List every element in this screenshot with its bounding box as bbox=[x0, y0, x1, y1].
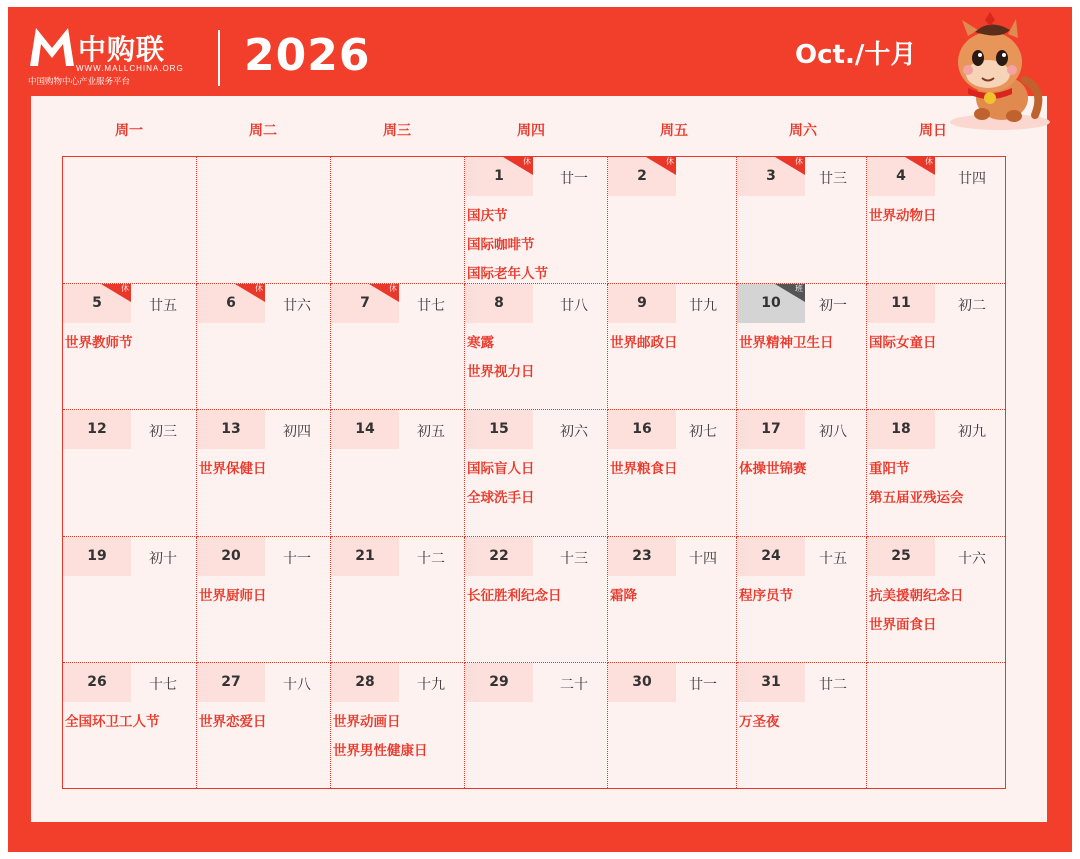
lunar-date: 廿三 bbox=[819, 171, 847, 187]
month-title: Oct./十月 bbox=[795, 40, 917, 70]
event-label: 程序员节 bbox=[739, 588, 793, 604]
header-divider bbox=[218, 30, 220, 86]
day-number: 30 bbox=[632, 674, 652, 690]
lunar-date: 廿七 bbox=[417, 298, 445, 314]
event-label: 全国环卫工人节 bbox=[65, 714, 160, 730]
day-number: 18 bbox=[891, 421, 911, 437]
ribbon-label: 休 bbox=[925, 157, 933, 166]
event-label: 霜降 bbox=[610, 588, 637, 604]
date-box bbox=[867, 410, 935, 449]
event-label: 世界精神卫生日 bbox=[739, 335, 834, 351]
day-cell[interactable] bbox=[63, 663, 197, 788]
day-number: 10 bbox=[761, 295, 781, 311]
day-number: 4 bbox=[896, 168, 906, 184]
date-box bbox=[608, 537, 676, 576]
calendar-grid bbox=[62, 156, 1006, 789]
event-list bbox=[869, 582, 964, 640]
date-box bbox=[465, 157, 533, 196]
day-number: 3 bbox=[766, 168, 776, 184]
day-cell[interactable] bbox=[608, 410, 737, 537]
date-box bbox=[737, 157, 805, 196]
date-box bbox=[608, 157, 676, 196]
date-box bbox=[63, 284, 131, 323]
day-cell[interactable] bbox=[197, 537, 331, 663]
lunar-date: 初二 bbox=[958, 298, 986, 314]
event-label: 世界厨师日 bbox=[199, 588, 267, 604]
day-number: 2 bbox=[637, 168, 647, 184]
lunar-date: 十四 bbox=[689, 551, 717, 567]
day-number: 5 bbox=[92, 295, 102, 311]
lunar-date: 十六 bbox=[958, 551, 986, 567]
day-cell[interactable] bbox=[737, 410, 867, 537]
ribbon-label: 班 bbox=[795, 284, 803, 293]
day-number: 19 bbox=[87, 548, 107, 564]
event-label: 世界保健日 bbox=[199, 461, 267, 477]
day-number: 28 bbox=[355, 674, 375, 690]
brand-logo bbox=[28, 22, 198, 87]
horse-mascot-icon bbox=[930, 10, 1055, 135]
day-cell[interactable] bbox=[737, 663, 867, 788]
event-label: 国际老年人节 bbox=[467, 266, 548, 282]
day-cell[interactable] bbox=[63, 410, 197, 537]
event-label: 寒露 bbox=[467, 335, 494, 351]
weekday-label: 周三 bbox=[383, 123, 411, 139]
lunar-date: 初四 bbox=[283, 424, 311, 440]
day-number: 8 bbox=[494, 295, 504, 311]
event-list bbox=[739, 582, 793, 611]
lunar-date: 廿一 bbox=[689, 677, 717, 693]
date-box bbox=[331, 284, 399, 323]
day-cell[interactable] bbox=[197, 157, 331, 284]
day-cell[interactable] bbox=[331, 157, 465, 284]
event-label: 国际咖啡节 bbox=[467, 237, 535, 253]
event-label: 世界邮政日 bbox=[610, 335, 678, 351]
day-number: 31 bbox=[761, 674, 781, 690]
day-number: 22 bbox=[489, 548, 509, 564]
m-logo-icon bbox=[28, 24, 76, 68]
day-number: 7 bbox=[360, 295, 370, 311]
ribbon-label: 休 bbox=[666, 157, 674, 166]
event-label: 世界面食日 bbox=[869, 617, 937, 633]
lunar-date: 廿九 bbox=[689, 298, 717, 314]
date-box bbox=[63, 410, 131, 449]
event-list bbox=[610, 455, 678, 484]
date-box bbox=[465, 663, 533, 702]
day-number: 14 bbox=[355, 421, 375, 437]
event-list bbox=[610, 329, 678, 358]
day-cell[interactable] bbox=[867, 410, 1005, 537]
date-box bbox=[197, 410, 265, 449]
day-cell[interactable] bbox=[867, 157, 1005, 284]
day-number: 15 bbox=[489, 421, 509, 437]
day-number: 17 bbox=[761, 421, 781, 437]
lunar-date: 廿一 bbox=[560, 171, 588, 187]
weekday-label: 周四 bbox=[517, 123, 545, 139]
lunar-date: 十五 bbox=[819, 551, 847, 567]
event-list bbox=[869, 455, 964, 513]
lunar-date: 十一 bbox=[283, 551, 311, 567]
day-cell[interactable] bbox=[197, 284, 331, 410]
day-cell[interactable] bbox=[465, 284, 608, 410]
event-list bbox=[467, 202, 548, 289]
lunar-date: 初十 bbox=[149, 551, 177, 567]
date-box bbox=[197, 537, 265, 576]
day-number: 27 bbox=[221, 674, 241, 690]
date-box bbox=[867, 537, 935, 576]
date-box bbox=[465, 284, 533, 323]
day-number: 11 bbox=[891, 295, 911, 311]
event-label: 世界教师节 bbox=[65, 335, 133, 351]
event-list bbox=[467, 455, 535, 513]
date-box bbox=[465, 537, 533, 576]
date-box bbox=[63, 663, 131, 702]
weekday-label: 周日 bbox=[919, 123, 947, 139]
brand-tagline: 中国购物中心产业服务平台 bbox=[28, 77, 131, 87]
lunar-date: 初八 bbox=[819, 424, 847, 440]
event-label: 国庆节 bbox=[467, 208, 508, 224]
day-cell[interactable] bbox=[331, 410, 465, 537]
day-cell[interactable] bbox=[867, 284, 1005, 410]
event-list bbox=[65, 329, 133, 358]
lunar-date: 初六 bbox=[560, 424, 588, 440]
day-cell[interactable] bbox=[63, 537, 197, 663]
event-label: 抗美援朝纪念日 bbox=[869, 588, 964, 604]
day-cell[interactable] bbox=[608, 284, 737, 410]
lunar-date: 廿八 bbox=[560, 298, 588, 314]
day-number: 21 bbox=[355, 548, 375, 564]
event-list bbox=[869, 202, 937, 231]
lunar-date: 二十 bbox=[560, 677, 588, 693]
lunar-date: 初三 bbox=[149, 424, 177, 440]
date-box bbox=[737, 537, 805, 576]
event-label: 世界动物日 bbox=[869, 208, 937, 224]
day-cell[interactable] bbox=[608, 537, 737, 663]
date-box bbox=[867, 157, 935, 196]
day-cell[interactable] bbox=[737, 284, 867, 410]
date-box bbox=[608, 410, 676, 449]
date-box bbox=[737, 284, 805, 323]
day-number: 25 bbox=[891, 548, 911, 564]
day-number: 24 bbox=[761, 548, 781, 564]
lunar-date: 初九 bbox=[958, 424, 986, 440]
day-cell[interactable] bbox=[737, 537, 867, 663]
lunar-date: 十九 bbox=[417, 677, 445, 693]
ribbon-label: 休 bbox=[795, 157, 803, 166]
day-cell[interactable] bbox=[197, 410, 331, 537]
day-number: 29 bbox=[489, 674, 509, 690]
event-list bbox=[739, 455, 807, 484]
day-cell[interactable] bbox=[465, 663, 608, 788]
event-label: 长征胜利纪念日 bbox=[467, 588, 562, 604]
day-number: 26 bbox=[87, 674, 107, 690]
day-cell[interactable] bbox=[331, 663, 465, 788]
lunar-date: 廿四 bbox=[958, 171, 986, 187]
date-box bbox=[737, 410, 805, 449]
event-list bbox=[199, 582, 267, 611]
event-list bbox=[199, 708, 267, 737]
date-box bbox=[331, 537, 399, 576]
lunar-date: 十三 bbox=[560, 551, 588, 567]
date-box bbox=[197, 663, 265, 702]
event-label: 世界粮食日 bbox=[610, 461, 678, 477]
brand-name: 中购联 bbox=[78, 33, 166, 66]
lunar-date: 初五 bbox=[417, 424, 445, 440]
date-box bbox=[737, 663, 805, 702]
event-list bbox=[467, 582, 562, 611]
lunar-date: 初一 bbox=[819, 298, 847, 314]
event-label: 国际女童日 bbox=[869, 335, 937, 351]
weekday-label: 周六 bbox=[789, 123, 817, 139]
lunar-date: 十七 bbox=[149, 677, 177, 693]
day-cell[interactable] bbox=[331, 537, 465, 663]
event-list bbox=[333, 708, 428, 766]
event-list bbox=[739, 329, 834, 358]
day-number: 13 bbox=[221, 421, 241, 437]
weekday-label: 周二 bbox=[249, 123, 277, 139]
event-label: 体操世锦赛 bbox=[739, 461, 807, 477]
day-number: 23 bbox=[632, 548, 652, 564]
day-number: 1 bbox=[494, 168, 504, 184]
day-cell[interactable] bbox=[465, 537, 608, 663]
day-cell[interactable] bbox=[867, 663, 1005, 788]
date-box bbox=[465, 410, 533, 449]
ribbon-label: 休 bbox=[523, 157, 531, 166]
date-box bbox=[331, 410, 399, 449]
day-cell[interactable] bbox=[608, 157, 737, 284]
date-box bbox=[867, 284, 935, 323]
day-cell[interactable] bbox=[608, 663, 737, 788]
weekday-label: 周五 bbox=[660, 123, 688, 139]
date-box bbox=[63, 537, 131, 576]
event-label: 重阳节 bbox=[869, 461, 910, 477]
event-label: 第五届亚残运会 bbox=[869, 490, 964, 506]
date-box bbox=[197, 284, 265, 323]
day-number: 12 bbox=[87, 421, 107, 437]
event-label: 世界视力日 bbox=[467, 364, 535, 380]
event-list bbox=[610, 582, 637, 611]
brand-url: WWW.MALLCHINA.ORG bbox=[76, 64, 184, 73]
ribbon-label: 休 bbox=[121, 284, 129, 293]
event-label: 全球洗手日 bbox=[467, 490, 535, 506]
day-number: 16 bbox=[632, 421, 652, 437]
lunar-date: 十八 bbox=[283, 677, 311, 693]
lunar-date: 廿六 bbox=[283, 298, 311, 314]
lunar-date: 廿二 bbox=[819, 677, 847, 693]
weekday-label: 周一 bbox=[115, 123, 143, 139]
lunar-date: 廿五 bbox=[149, 298, 177, 314]
event-list bbox=[739, 708, 780, 737]
day-cell[interactable] bbox=[465, 157, 608, 284]
date-box bbox=[608, 663, 676, 702]
ribbon-label: 休 bbox=[255, 284, 263, 293]
event-label: 世界男性健康日 bbox=[333, 743, 428, 759]
event-list bbox=[467, 329, 535, 387]
event-list bbox=[65, 708, 160, 737]
event-label: 世界恋爱日 bbox=[199, 714, 267, 730]
day-cell[interactable] bbox=[197, 663, 331, 788]
event-label: 万圣夜 bbox=[739, 714, 780, 730]
event-label: 世界动画日 bbox=[333, 714, 401, 730]
day-cell[interactable] bbox=[63, 157, 197, 284]
lunar-date: 十二 bbox=[417, 551, 445, 567]
ribbon-label: 休 bbox=[389, 284, 397, 293]
date-box bbox=[331, 663, 399, 702]
event-label: 国际盲人日 bbox=[467, 461, 535, 477]
date-box bbox=[608, 284, 676, 323]
day-cell[interactable] bbox=[737, 157, 867, 284]
event-list bbox=[869, 329, 937, 358]
day-cell[interactable] bbox=[331, 284, 465, 410]
day-cell[interactable] bbox=[63, 284, 197, 410]
event-list bbox=[199, 455, 267, 484]
day-number: 6 bbox=[226, 295, 236, 311]
day-cell[interactable] bbox=[867, 537, 1005, 663]
lunar-date: 初七 bbox=[689, 424, 717, 440]
day-number: 9 bbox=[637, 295, 647, 311]
year-title: 2026 bbox=[244, 30, 371, 81]
day-cell[interactable] bbox=[465, 410, 608, 537]
day-number: 20 bbox=[221, 548, 241, 564]
